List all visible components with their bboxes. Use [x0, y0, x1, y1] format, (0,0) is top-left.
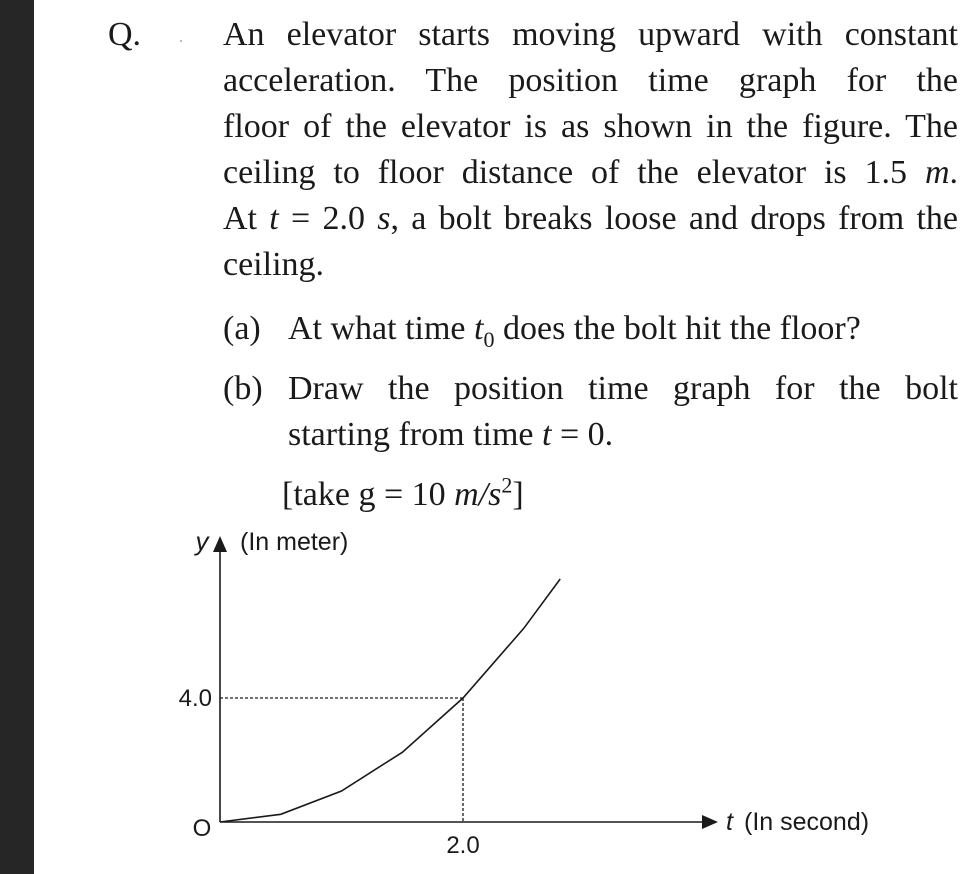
y-tick-label: 4.0: [178, 685, 212, 712]
statement-line-4-text: ceiling to floor distance of the elevator is 1.5: [223, 154, 908, 191]
statement-line-1: An elevator starts moving upward with constant: [223, 16, 958, 53]
line5-rest: = 2.0: [278, 200, 378, 237]
y-axis-arrow: [213, 536, 227, 552]
statement-line-2: acceleration. The position time graph for the: [223, 62, 958, 99]
part-a-after: does the bolt hit the floor?: [494, 310, 861, 347]
part-b-line-1: Draw the position time graph for the bolt: [288, 370, 958, 407]
x-axis-label: (In second): [744, 808, 870, 836]
part-a-before: At what time: [288, 310, 475, 347]
unit-s: s: [377, 200, 391, 237]
position-curve: [220, 579, 560, 822]
line5-tail: , a bolt breaks loose and drops from the: [390, 200, 958, 237]
unit-m: m: [924, 154, 950, 191]
origin-label: O: [192, 815, 212, 842]
x-axis-arrow: [702, 815, 718, 829]
given-open: [take g = 10: [282, 476, 455, 513]
x-tick-label: 2.0: [446, 832, 480, 859]
part-a-sub: 0: [483, 326, 495, 352]
statement-line-6: ceiling.: [223, 246, 325, 283]
var-t: t: [269, 200, 279, 237]
part-a-label: (a): [223, 310, 261, 347]
given-close: ]: [512, 476, 524, 513]
y-axis-var: y: [195, 526, 209, 556]
statement-line-3: floor of the elevator is as shown in the figure. The: [223, 108, 958, 145]
part-b-prefix: starting from time: [288, 416, 543, 453]
x-axis-var: t: [726, 808, 733, 836]
given-sup: 2: [501, 472, 513, 498]
given-unit: m/s: [454, 476, 502, 513]
part-b-label: (b): [223, 370, 263, 407]
part-b-var: t: [542, 416, 552, 453]
part-a-var: t: [474, 310, 484, 347]
y-axis-label: (In meter): [240, 528, 349, 556]
line5-prefix: At: [223, 200, 270, 237]
statement-line-4-end: .: [949, 154, 959, 191]
part-b-rest: = 0.: [551, 416, 614, 453]
question-label: Q.: [108, 16, 142, 53]
